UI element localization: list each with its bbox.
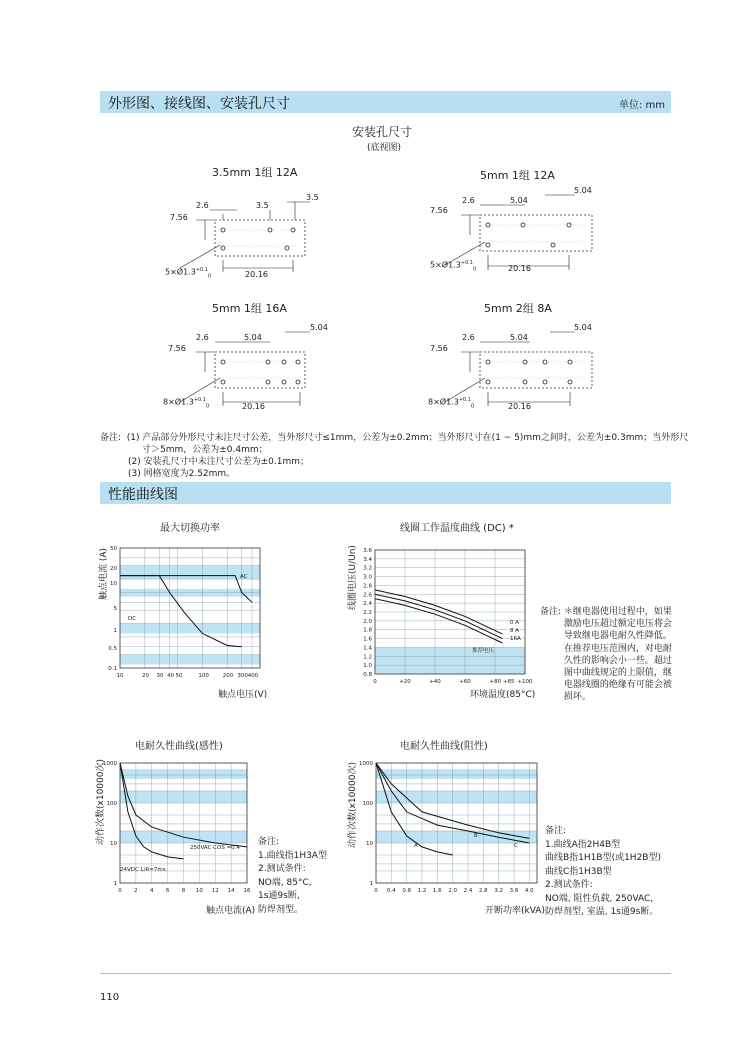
section-title: 外形图、接线图、安装孔尺寸: [108, 96, 290, 112]
tick-label: 2.2: [363, 610, 372, 616]
section-header-curves: [100, 482, 671, 504]
tick-label: 400: [247, 673, 259, 679]
dim-label: 7.56: [430, 206, 448, 215]
note-line: 1.曲线A指2H4B型: [545, 839, 621, 850]
tick-label: 0.8: [363, 672, 372, 678]
diagram-title: 5mm 2组 8A: [484, 302, 552, 315]
tick-label: +100: [517, 679, 533, 685]
tick-label: 10: [110, 841, 117, 847]
tick-label: 0: [374, 888, 378, 894]
tick-label: 3.6: [509, 888, 519, 894]
dim-label: 5.04: [310, 323, 328, 332]
mounting-title: 安装孔尺寸: [352, 125, 413, 139]
tick-label: 30: [156, 673, 164, 679]
note-line: ＊继电器使用过程中，如果: [563, 607, 672, 617]
tick-label: 1.6: [432, 888, 442, 894]
note-line: NO端, 阻性负载, 250VAC,: [545, 893, 654, 904]
tick-label: 1.2: [417, 888, 427, 894]
tick-label: 1.0: [363, 663, 372, 670]
dim-label: 2.6: [196, 333, 209, 342]
tick-label: 10: [116, 673, 124, 679]
series-label: A: [414, 843, 418, 849]
tick-label: 3.6: [363, 548, 372, 554]
section-header-dimensions: [100, 91, 671, 113]
tick-label: 4: [150, 888, 154, 894]
dim-label: 20.16: [245, 270, 268, 279]
note-1: (1) 产品部分外形尺寸未注尺寸公差，当外形尺寸≤1mm，公差为±0.2mm；当外形尺寸在(1 ~ 5)mm之间时，公差为±0.3mm；当外形尺: [126, 433, 689, 443]
y-axis-label: 动作次数(x10000次): [348, 762, 358, 848]
tick-label: 50: [110, 546, 117, 552]
chart-title: 线圈工作温度曲线 (DC) *: [400, 523, 514, 534]
tick-label: 1000: [359, 761, 373, 767]
tick-label: 100: [198, 673, 209, 679]
chart-band: [375, 647, 525, 674]
note-line: 备注:: [258, 837, 280, 847]
tick-label: 0: [118, 888, 122, 894]
tick-label: +20: [399, 679, 411, 685]
note-line: 防焊剂型。: [258, 904, 304, 915]
tick-label: 16: [243, 888, 251, 894]
tick-label: 2: [134, 888, 138, 894]
x-axis-label: 环境温度(85°C): [470, 690, 536, 700]
tick-label: 1.8: [363, 627, 372, 634]
y-axis-label: 触点电流 (A): [99, 547, 109, 600]
chart-band: [376, 831, 537, 843]
note-line: 防焊剂型, 室温, 1s通9s断。: [545, 907, 659, 917]
tick-label: 10: [110, 581, 117, 587]
note-line: 激励电压超过额定电压将会: [563, 619, 672, 630]
tick-label: 14: [227, 888, 235, 894]
chart-max-switching-power: [108, 546, 260, 679]
tick-label: 1.2: [363, 654, 372, 661]
tick-label: 2.6: [363, 592, 372, 599]
chart-note: [258, 836, 327, 917]
note-line: 1s通9s断,: [258, 891, 300, 901]
y-axis-label: 线圈电压(U/Un): [348, 545, 358, 610]
tick-label: 5: [113, 606, 117, 612]
dim-label: 2.6: [462, 196, 475, 205]
tick-label: 40: [167, 673, 175, 679]
tick-label: +40: [429, 679, 441, 685]
note-line: 导致继电器电耐久性降低。: [563, 631, 672, 642]
tick-label: 100: [362, 801, 373, 807]
dimension-notes: [100, 432, 689, 480]
chart-title: 最大切换功率: [160, 523, 220, 534]
tick-label: 0.5: [108, 646, 117, 652]
tick-label: 3.0: [363, 574, 372, 581]
notes-label: 备注:: [100, 433, 122, 443]
page-number: 110: [100, 992, 120, 1003]
note-line: 电器线圈的绝缘有可能会被: [563, 680, 672, 691]
dim-label: 2.6: [196, 201, 209, 210]
diagram-title: 3.5mm 1组 12A: [212, 166, 298, 179]
series-label: AC: [240, 574, 248, 580]
section-title: 性能曲线图: [108, 487, 178, 503]
note-line: 久性的影响会小一些。超过: [563, 655, 672, 666]
hole-label: $5\times Ø1.3^{+0.1}_0$: [165, 267, 212, 280]
chart-band: [376, 791, 537, 803]
dim-label: 5.04: [510, 196, 528, 205]
tick-label: 1: [113, 628, 117, 634]
dim-label: 5.04: [574, 323, 592, 332]
chart-note: [545, 825, 661, 920]
chart-band: [120, 655, 260, 665]
dim-label: 5.04: [574, 186, 592, 195]
footer-rule: [100, 973, 671, 974]
tick-label: 300: [237, 673, 248, 679]
chart-title: 电耐久性曲线(感性): [135, 741, 223, 752]
note-line: 图中曲线规定的上限值，继: [563, 668, 672, 679]
note-line: 2.测试条件:: [545, 880, 593, 890]
tick-label: 200: [222, 673, 234, 679]
note-line: NO端, 85°C,: [258, 877, 312, 888]
tick-label: 0: [373, 679, 377, 685]
series-label: C: [514, 843, 518, 849]
tick-label: +60: [459, 679, 471, 685]
dim-label: 7.56: [170, 213, 188, 222]
tick-label: 2.8: [363, 583, 372, 590]
chart-band: [120, 624, 260, 634]
tick-label: 20: [110, 566, 117, 572]
note-2: (2) 安装孔尺寸中未注尺寸公差为±0.1mm；: [128, 457, 309, 467]
diagram-title: 5mm 1组 16A: [212, 302, 287, 315]
dim-label: 3.5: [306, 193, 319, 202]
tick-label: 1: [113, 881, 117, 887]
tick-label: 2.4: [363, 601, 372, 608]
tick-label: 0.1: [108, 666, 117, 672]
dim-label: 20.16: [242, 402, 265, 411]
tick-label: 3.4: [363, 556, 372, 563]
hole-label: $5\times Ø1.3^{+0.1}_0$: [430, 260, 477, 273]
tick-label: 1000: [103, 761, 117, 767]
chart-coil-temperature: [363, 548, 533, 685]
dim-label: 5.04: [510, 333, 528, 342]
series-label: 0 A: [510, 620, 520, 626]
series-label: 8 A: [510, 628, 520, 634]
diagram-title: 5mm 1组 12A: [480, 169, 555, 182]
chart-band: [376, 769, 537, 779]
x-axis-label: 触点电流(A): [206, 906, 256, 916]
note-1-cont: 寸＞5mm，公差为±0.4mm；: [142, 445, 268, 455]
unit-label: 单位: mm: [618, 100, 665, 111]
tick-label: 50: [175, 673, 183, 679]
chart-endurance-resistive: [359, 761, 537, 894]
hole-label: $8\times Ø1.3^{+0.1}_0$: [428, 397, 475, 410]
y-axis-label: 动作次数(x10000次): [96, 759, 106, 845]
tick-label: 10: [366, 841, 373, 847]
tick-label: 8: [181, 888, 186, 894]
tick-label: 4.0: [524, 888, 534, 894]
chart-band: [120, 589, 260, 597]
dim-label: 3.5: [256, 201, 269, 210]
series-label: 16A: [510, 636, 521, 642]
series-label: DC: [128, 616, 137, 622]
dim-label: 7.56: [430, 344, 448, 353]
tick-label: 1.4: [363, 645, 372, 652]
series-line: [375, 594, 503, 638]
series-label: 24VDC L/R=7ms: [120, 867, 166, 873]
dim-label: 5.04: [244, 333, 262, 342]
tick-label: 1: [369, 881, 373, 887]
note-line: 损坏。: [563, 692, 591, 703]
x-axis-label: 开断功率(kVA): [485, 906, 545, 916]
note-line: 曲线C指1H3B型: [545, 866, 612, 877]
mounting-subtitle: (底视图): [367, 143, 402, 153]
tick-label: 2.0: [448, 888, 458, 894]
tick-label: 2.0: [363, 618, 372, 625]
tick-label: 0.8: [402, 888, 412, 894]
dim-label: 7.56: [168, 344, 186, 353]
tick-label: 10: [195, 888, 203, 894]
series-line: [120, 576, 242, 647]
dim-label: 20.16: [508, 402, 531, 411]
hole-label: $8\times Ø1.3^{+0.1}_0$: [163, 397, 210, 410]
tick-label: 0.4: [386, 888, 396, 894]
note-line: 备注:: [545, 826, 567, 836]
chart-note: 备注: ＊继电器使用过程中，如果 激励电压超过额定电压将会 导致继电器电耐久性降低。 在推荐电压范围内，对电耐 久性的影响会小一些。超过 图中曲线规定的上限值，继 电器线圈的绝缘有可能会被 损坏。: [540, 607, 672, 703]
note-line: 在推荐电压范围内，对电耐: [563, 643, 672, 654]
band-label: 推荐电压: [471, 648, 495, 654]
tick-label: 6: [165, 888, 170, 894]
tick-label: 2.4: [463, 888, 473, 894]
tick-label: 1.6: [363, 636, 372, 643]
tick-label: 2.8: [478, 888, 488, 894]
chart-endurance-inductive: [103, 761, 251, 894]
tick-label: 100: [106, 801, 117, 807]
note-3: (3) 网格宽度为2.52mm。: [128, 469, 236, 479]
tick-label: 3.2: [363, 565, 372, 572]
dim-label: 20.16: [508, 264, 531, 273]
series-label: B: [474, 833, 478, 839]
tick-label: +80 +85: [489, 679, 515, 685]
chart-band: [120, 566, 260, 579]
note-line: 2.测试条件:: [258, 864, 306, 874]
plot-frame: [376, 763, 537, 883]
x-axis-label: 触点电压(V): [218, 690, 268, 700]
note-line: 曲线B指1H1B型(或1H2B型): [545, 853, 661, 863]
chart-title: 电耐久性曲线(阻性): [400, 741, 488, 752]
tick-label: 12: [211, 888, 219, 894]
tick-label: 3.2: [494, 888, 504, 894]
tick-label: 20: [142, 673, 149, 679]
series-label: 250VAC COS =0.4: [190, 845, 240, 851]
dim-label: 2.6: [462, 333, 475, 342]
note-line: 1.曲线指1H3A型: [258, 850, 327, 861]
